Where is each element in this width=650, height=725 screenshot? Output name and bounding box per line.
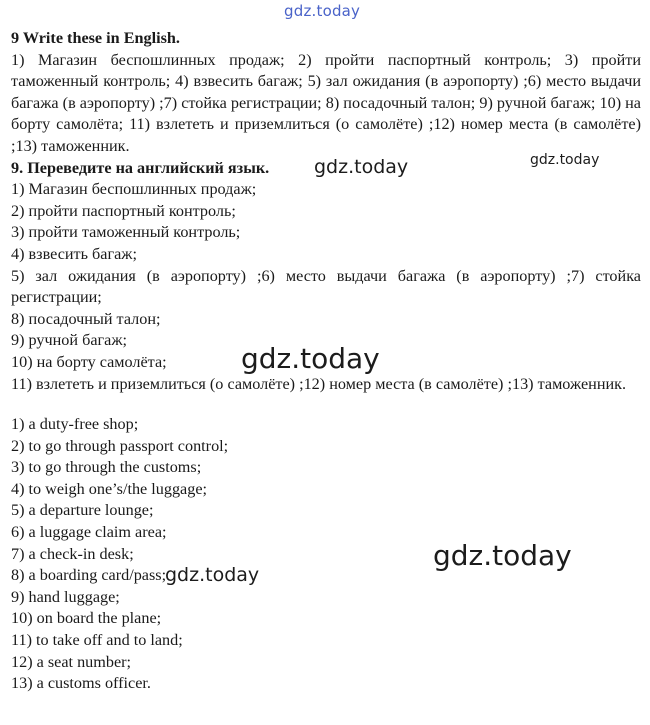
answer-item: 7) a check-in desk; bbox=[11, 544, 134, 563]
watermark-gdz-today-top: gdz.today bbox=[284, 2, 361, 20]
translation-item: 4) взвесить багаж; bbox=[11, 244, 137, 263]
answer-item: 5) a departure lounge; bbox=[11, 501, 154, 520]
translation-item: 3) пройти таможенный контроль; bbox=[11, 223, 241, 242]
answer-item: 10) on board the plane; bbox=[11, 609, 162, 628]
task-text: 1) Магазин беспошлинных продаж; 2) пройти паспортный контроль; 3) пройти таможенный контроль; 4) взвесить багаж; 5) зал ожидания (в аэропорту) ;6) место выдачи багажа (в аэропорту) ;7) стойка регистрации; 8) посадочный талон; 9) ручной багаж; 10) на борту самолёта; 11) взлететь и приземлиться (о самолёте) ;12) номер места (в самолёте) ;13) таможенник. bbox=[11, 50, 641, 155]
watermark-gdz-today: gdz.today bbox=[314, 156, 409, 178]
translation-item: 1) Магазин беспошлинных продаж; bbox=[11, 180, 257, 199]
task-heading: 9 Write these in English. bbox=[11, 29, 180, 47]
translation-item: 11) взлететь и приземлиться (о самолёте) ;12) номер места (в самолёте) ;13) таможенник. bbox=[11, 374, 627, 393]
answer-item: 1) a duty-free shop; bbox=[11, 415, 139, 434]
answer-item: 11) to take off and to land; bbox=[11, 631, 183, 650]
watermark-gdz-today: gdz.today bbox=[433, 539, 572, 572]
answer-item: 9) hand luggage; bbox=[11, 587, 120, 606]
translation-item: 2) пройти паспортный контроль; bbox=[11, 201, 236, 220]
answer-item: 13) a customs officer. bbox=[11, 674, 151, 693]
answer-item: 4) to weigh one’s/the luggage; bbox=[11, 479, 208, 498]
answer-item: 6) a luggage claim area; bbox=[11, 523, 167, 542]
translation-item: 9) ручной багаж; bbox=[11, 331, 128, 350]
translation-item: 10) на борту самолёта; bbox=[11, 352, 167, 371]
watermark-gdz-today: gdz.today bbox=[165, 564, 260, 586]
watermark-gdz-today: gdz.today bbox=[241, 342, 380, 375]
watermark-gdz-today: gdz.today bbox=[530, 152, 600, 168]
translation-heading: 9. Переведите на английский язык. bbox=[11, 158, 270, 177]
translation-item: 5) зал ожидания (в аэропорту) ;6) место выдачи багажа (в аэропорту) ;7) стойка регистрации; bbox=[11, 266, 641, 307]
answer-item: 12) a seat number; bbox=[11, 652, 132, 671]
answer-item: 2) to go through passport control; bbox=[11, 436, 229, 455]
translation-item: 8) посадочный талон; bbox=[11, 309, 161, 328]
answer-item: 3) to go through the customs; bbox=[11, 458, 202, 477]
section-spacer bbox=[11, 395, 641, 414]
answer-item: 8) a boarding card/pass; bbox=[11, 566, 167, 585]
